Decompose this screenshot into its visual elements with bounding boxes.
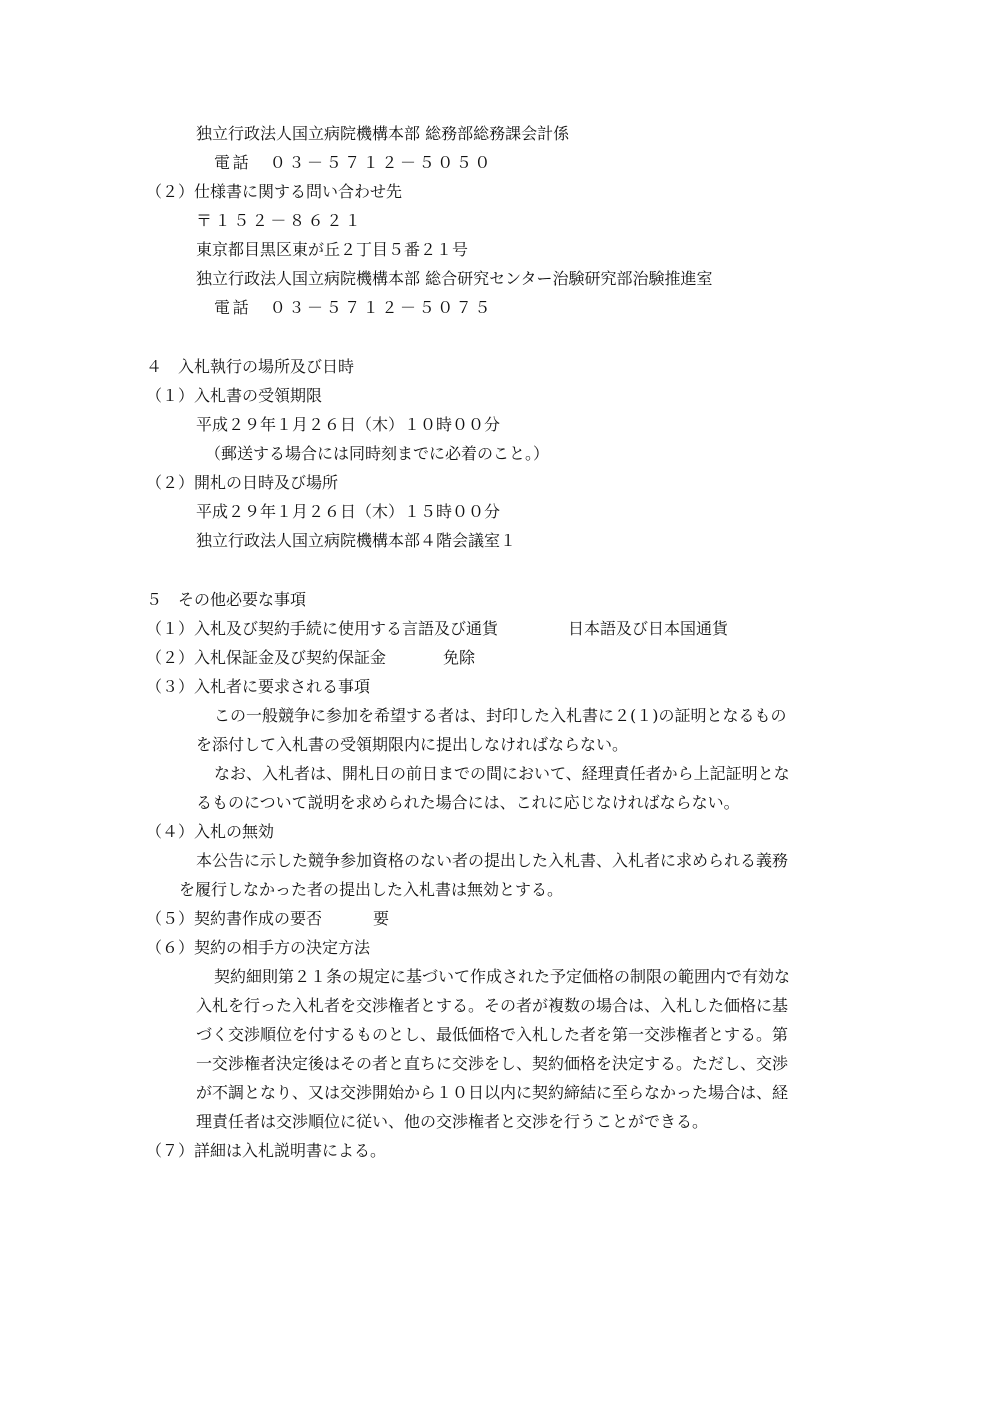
contract-doc-label: （５）契約書作成の要否: [146, 909, 323, 928]
bid-deadline-note: （郵送する場合には同時刻までに必着のこと。）: [205, 444, 550, 463]
spec-org: 独立行政法人国立病院機構本部 総合研究センター治験研究部治験推進室: [196, 269, 713, 288]
spec-contact-heading: （２）仕様書に関する問い合わせ先: [146, 182, 403, 201]
spec-address: 東京都目黒区東が丘２丁目５番２１号: [196, 240, 469, 259]
contact-phone: 電話 ０３－５７１２－５０５０: [214, 153, 494, 172]
counterparty-method-text: 契約細則第２１条の規定に基づいて作成された予定価格の制限の範囲内で有効な: [214, 967, 791, 986]
bidder-requirements-label: （３）入札者に要求される事項: [146, 677, 371, 696]
opening-date: 平成２９年１月２６日（木）１５時００分: [196, 502, 501, 521]
deposit-value: 免除: [443, 648, 476, 667]
counterparty-method-text: 入札を行った入札者を交渉権者とする。その者が複数の場合は、入札した価格に基: [196, 996, 789, 1015]
counterparty-method-label: （６）契約の相手方の決定方法: [146, 938, 371, 957]
invalid-bid-text: 本公告に示した競争参加資格のない者の提出した入札書、入札者に求められる義務: [196, 851, 789, 870]
counterparty-method-text: が不調となり、又は交渉開始から１０日以内に契約締結に至らなかった場合は、経: [196, 1083, 789, 1102]
bid-deadline-date: 平成２９年１月２６日（木）１０時００分: [196, 415, 501, 434]
section-5-heading: ５ その他必要な事項: [146, 590, 307, 609]
bidder-requirements-text: るものについて説明を求められた場合には、これに応じなければならない。: [196, 793, 740, 812]
deposit-label: （２）入札保証金及び契約保証金: [146, 648, 387, 667]
spec-postal-code: 〒１５２－８６２１: [196, 211, 364, 230]
counterparty-method-text: 理責任者は交渉順位に従い、他の交渉権者と交渉を行うことができる。: [196, 1112, 709, 1131]
language-currency-label: （１）入札及び契約手続に使用する言語及び通貨: [146, 619, 499, 638]
details-note: （７）詳細は入札説明書による。: [146, 1141, 387, 1160]
section-4-heading: ４ 入札執行の場所及び日時: [146, 357, 355, 376]
bidder-requirements-text: この一般競争に参加を希望する者は、封印した入札書に２(１)の証明となるもの: [214, 706, 787, 725]
language-currency-value: 日本語及び日本国通貨: [568, 619, 729, 638]
bidder-requirements-text: なお、入札者は、開札日の前日までの間において、経理責任者から上記証明とな: [214, 764, 790, 783]
spec-phone: 電話 ０３－５７１２－５０７５: [214, 298, 494, 317]
opening-place: 独立行政法人国立病院機構本部４階会議室１: [196, 531, 517, 550]
invalid-bid-label: （４）入札の無効: [146, 822, 275, 841]
bid-deadline-label: （１）入札書の受領期限: [146, 386, 323, 405]
opening-label: （２）開札の日時及び場所: [146, 473, 339, 492]
contact-org: 独立行政法人国立病院機構本部 総務部総務課会計係: [196, 124, 570, 143]
bidder-requirements-text: を添付して入札書の受領期限内に提出しなければならない。: [196, 735, 629, 754]
invalid-bid-text: を履行しなかった者の提出した入札書は無効とする。: [179, 880, 564, 899]
contract-doc-value: 要: [373, 909, 390, 928]
counterparty-method-text: づく交渉順位を付するものとし、最低価格で入札した者を第一交渉権者とする。第: [196, 1025, 789, 1044]
counterparty-method-text: 一交渉権者決定後はその者と直ちに交渉をし、契約価格を決定する。ただし、交渉: [196, 1054, 789, 1073]
